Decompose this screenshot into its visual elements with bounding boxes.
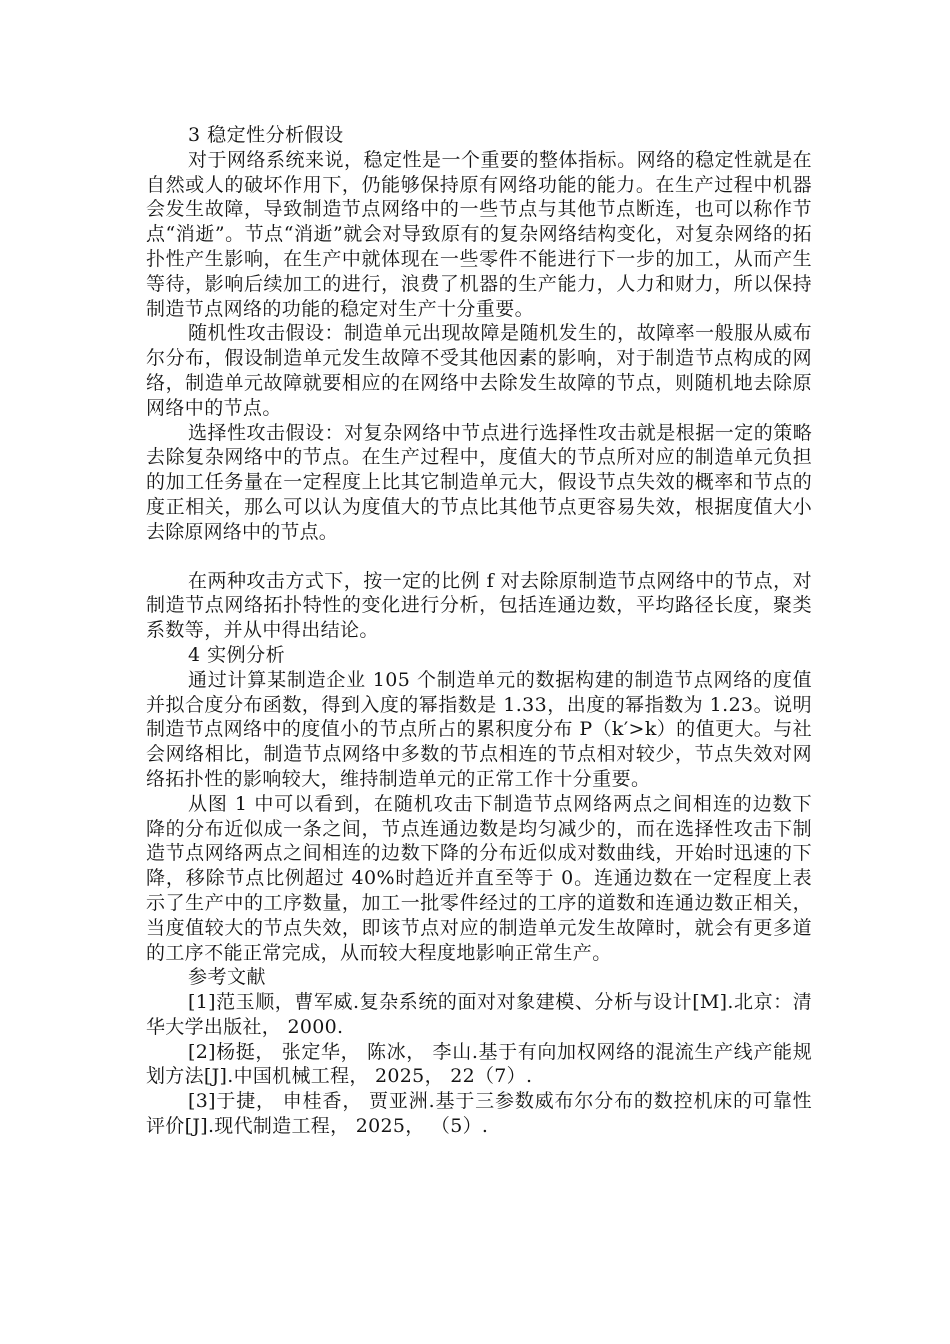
paragraph-selective-attack: 选择性攻击假设：对复杂网络中节点进行选择性攻击就是根据一定的策略去除复杂网络中的节点。在生产过程中，度值大的节点所对应的制造单元负担的加工任务量在一定程度上比其它制造单元大，假设节点失效的概率和节点的度正相关，那么可以认为度值大的节点比其他节点更容易失效，根据度值大小去除原网络中的节点。 [146,421,812,543]
reference-item: [3]于捷， 申桂香， 贾亚洲.基于三参数威布尔分布的数控机床的可靠性评价[J].现代制造工程， 2025， （5）. [146,1090,812,1138]
document-body [146,123,812,1139]
paragraph-stability-intro: 对于网络系统来说，稳定性是一个重要的整体指标。网络的稳定性就是在自然或人的破坏作用下，仍能够保持原有网络功能的能力。在生产过程中机器会发生故障，导致制造节点网络中的一些节点与其他节点断连，也可以称作节点“消逝”。节点“消逝”就会对导致原有的复杂网络结构变化，对复杂网络的拓扑性产生影响，在生产中就体现在一些零件不能进行下一步的加工，从而产生等待，影响后续加工的进行，浪费了机器的生产能力，人力和财力，所以保持制造节点网络的功能的稳定对生产十分重要。 [146,148,812,320]
paragraph-random-attack: 随机性攻击假设：制造单元出现故障是随机发生的，故障率一般服从威布尔分布，假设制造单元发生故障不受其他因素的影响，对于制造节点构成的网络，制造单元故障就要相应的在网络中去除发生故障的节点，则随机地去除原网络中的节点。 [146,322,812,419]
paragraph-degree-distribution: 通过计算某制造企业 105 个制造单元的数据构建的制造节点网络的度值并拟合度分布函数，得到入度的幂指数是 1.33，出度的幂指数为 1.23。说明制造节点网络中的度值小的节点所占的累积度分布 P（k′>k）的值更大。与社会网络相比，制造节点网络中多数的节点相连的节点相对较少，节点失效对网络拓扑性的影响较大，维持制造单元的正常工作十分重要。 [146,668,812,790]
references-heading: 参考文献 [188,966,267,989]
paragraph-figure-analysis: 从图 1 中可以看到，在随机攻击下制造节点网络两点之间相连的边数下降的分布近似成一条之间，节点连通边数是均匀减少的，而在选择性攻击下制造节点网络两点之间相连的边数下降的分布近似成对数曲线，开始时迅速的下降，移除节点比例超过 40%时趋近并直至等于 0。连通边数在一定程度上表示了生产中的工序数量，加工一批零件经过的工序的道数和连通边数正相关，当度值较大的节点失效，即该节点对应的制造单元发生故障时，就会有更多道的工序不能正常完成，从而较大程度地影响正常生产。 [146,792,812,964]
section-heading-stability: 3 稳定性分析假设 [188,124,344,146]
reference-item: [1]范玉顺，曹军威.复杂系统的面对对象建模、分析与设计[M].北京：清华大学出版社， 2000. [146,991,812,1038]
section-heading-case-study: 4 实例分析 [188,643,286,666]
reference-item: [2]杨挺， 张定华， 陈冰， 李山.基于有向加权网络的混流生产线产能规划方法[J].中国机械工程， 2025， 22（7）. [146,1040,812,1088]
paragraph-attack-analysis: 在两种攻击方式下，按一定的比例 f 对去除原制造节点网络中的节点，对制造节点网络拓扑特性的变化进行分析，包括连通边数，平均路径长度，聚类系数等，并从中得出结论。 [146,569,812,642]
